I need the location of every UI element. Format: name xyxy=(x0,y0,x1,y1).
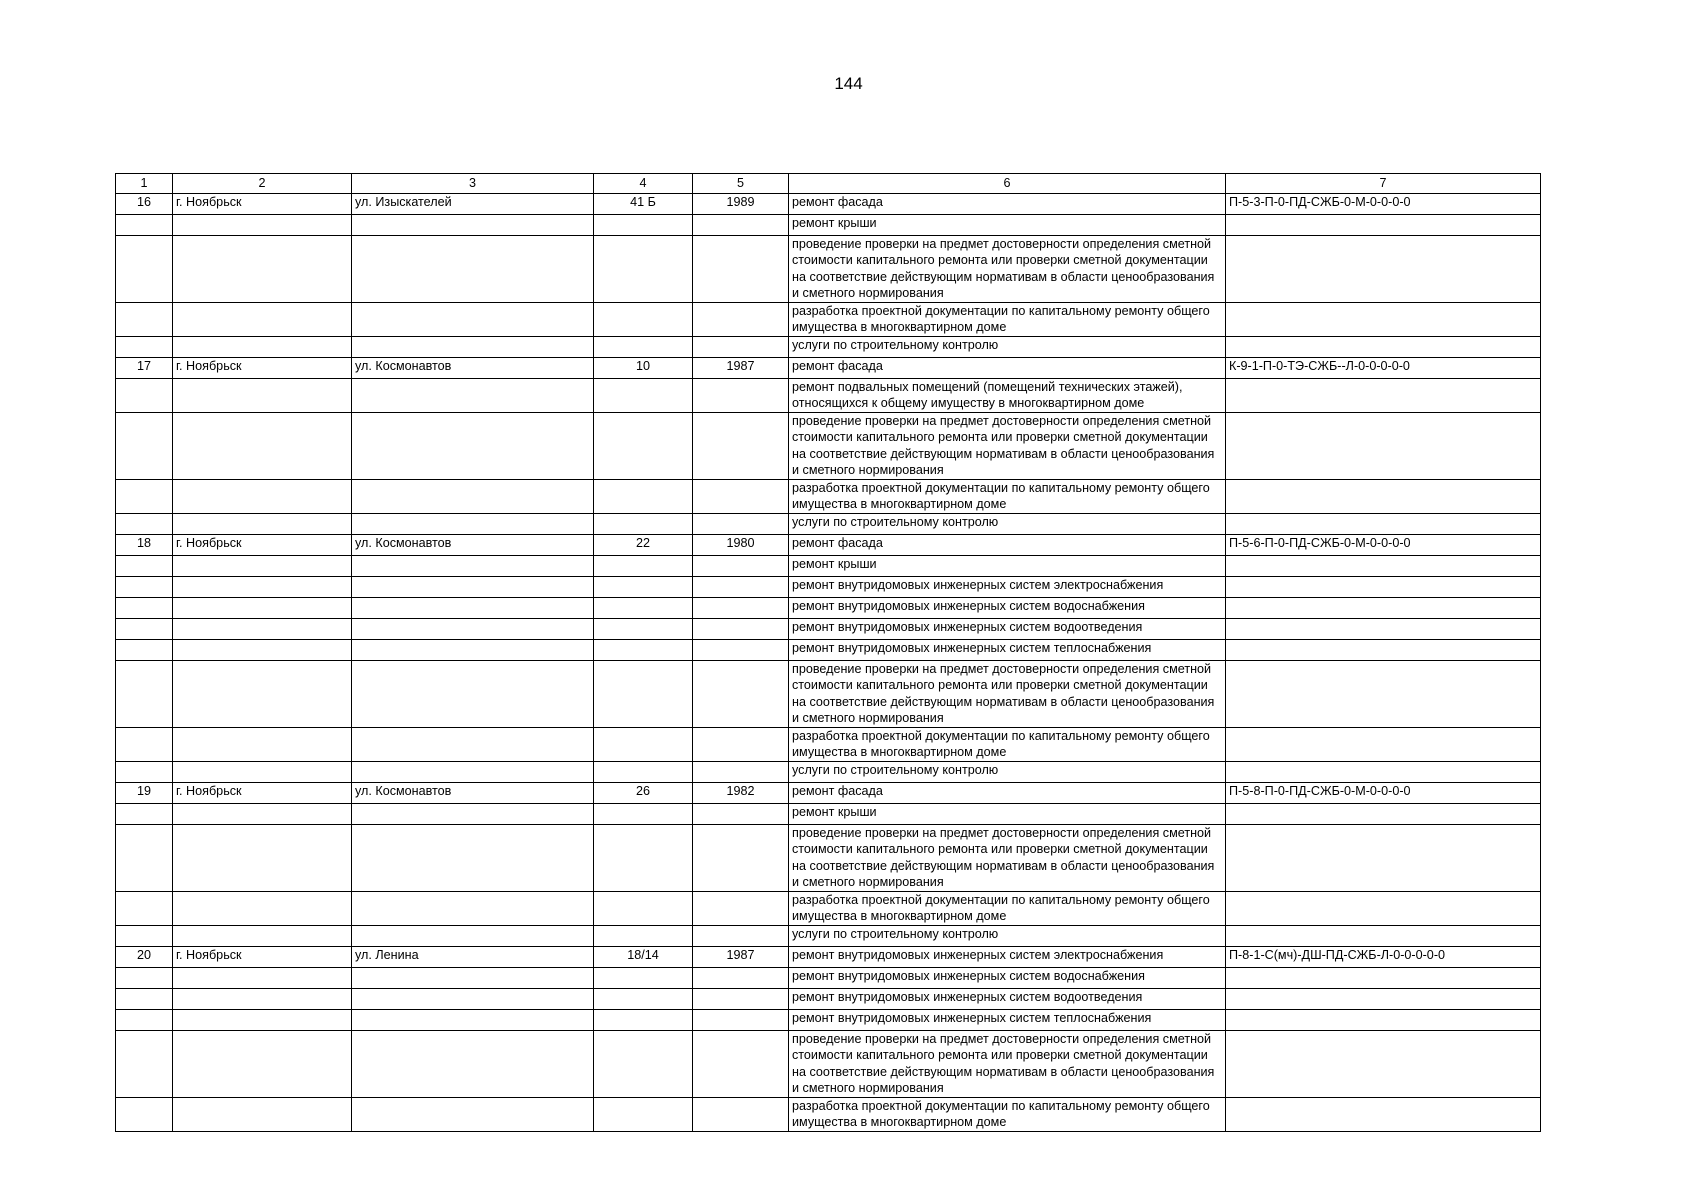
table-row xyxy=(116,728,1541,762)
city-cell xyxy=(173,215,352,236)
street-cell xyxy=(352,303,594,337)
build-year-cell xyxy=(693,598,789,619)
building-code-cell xyxy=(1226,1031,1541,1098)
table-row xyxy=(116,1010,1541,1031)
row-number-cell xyxy=(116,661,173,728)
row-number-cell xyxy=(116,926,173,947)
table-row xyxy=(116,535,1541,556)
row-number-cell: 20 xyxy=(116,947,173,968)
work-type-cell: проведение проверки на предмет достоверности определения сметной стоимости капитального ремонта или проверки сметной документации на соответствие действующим нормативам в области ценообразования и сметного нормирования xyxy=(789,825,1226,892)
row-number-cell xyxy=(116,825,173,892)
table-row xyxy=(116,1031,1541,1098)
building-code-cell xyxy=(1226,337,1541,358)
row-number-cell xyxy=(116,619,173,640)
header-cell: 7 xyxy=(1226,174,1541,194)
row-number-cell xyxy=(116,1031,173,1098)
building-code-cell xyxy=(1226,804,1541,825)
street-cell xyxy=(352,1098,594,1132)
house-number-cell xyxy=(594,379,693,413)
street-cell xyxy=(352,619,594,640)
building-code-cell xyxy=(1226,1098,1541,1132)
table-row xyxy=(116,804,1541,825)
building-code-cell: П-8-1-С(мч)-ДШ-ПД-СЖБ-Л-0-0-0-0-0 xyxy=(1226,947,1541,968)
build-year-cell xyxy=(693,762,789,783)
house-number-cell xyxy=(594,215,693,236)
table-row xyxy=(116,640,1541,661)
building-code-cell xyxy=(1226,728,1541,762)
building-code-cell: К-9-1-П-0-ТЭ-СЖБ--Л-0-0-0-0-0 xyxy=(1226,358,1541,379)
building-code-cell xyxy=(1226,640,1541,661)
street-cell: ул. Космонавтов xyxy=(352,783,594,804)
building-code-cell xyxy=(1226,303,1541,337)
street-cell xyxy=(352,926,594,947)
street-cell xyxy=(352,379,594,413)
building-code-cell xyxy=(1226,577,1541,598)
city-cell xyxy=(173,236,352,303)
city-cell xyxy=(173,968,352,989)
street-cell xyxy=(352,968,594,989)
building-code-cell xyxy=(1226,825,1541,892)
building-code-cell xyxy=(1226,989,1541,1010)
building-code-cell xyxy=(1226,968,1541,989)
street-cell xyxy=(352,514,594,535)
table-row xyxy=(116,619,1541,640)
building-code-cell xyxy=(1226,892,1541,926)
street-cell xyxy=(352,337,594,358)
table-row xyxy=(116,379,1541,413)
table-row xyxy=(116,337,1541,358)
build-year-cell xyxy=(693,480,789,514)
table-header-row xyxy=(116,174,1541,194)
work-type-cell: проведение проверки на предмет достоверности определения сметной стоимости капитального ремонта или проверки сметной документации на соответствие действующим нормативам в области ценообразования и сметного нормирования xyxy=(789,236,1226,303)
city-cell: г. Ноябрьск xyxy=(173,783,352,804)
build-year-cell: 1982 xyxy=(693,783,789,804)
work-type-cell: ремонт фасада xyxy=(789,194,1226,215)
city-cell xyxy=(173,514,352,535)
building-code-cell xyxy=(1226,762,1541,783)
street-cell xyxy=(352,1031,594,1098)
row-number-cell xyxy=(116,640,173,661)
work-type-cell: ремонт внутридомовых инженерных систем теплоснабжения xyxy=(789,640,1226,661)
build-year-cell xyxy=(693,989,789,1010)
build-year-cell xyxy=(693,236,789,303)
building-code-cell xyxy=(1226,619,1541,640)
city-cell xyxy=(173,762,352,783)
work-type-cell: ремонт фасада xyxy=(789,535,1226,556)
build-year-cell xyxy=(693,379,789,413)
house-number-cell xyxy=(594,825,693,892)
city-cell xyxy=(173,989,352,1010)
build-year-cell xyxy=(693,1010,789,1031)
house-number-cell xyxy=(594,619,693,640)
house-number-cell xyxy=(594,926,693,947)
build-year-cell xyxy=(693,577,789,598)
street-cell: ул. Космонавтов xyxy=(352,535,594,556)
header-cell: 6 xyxy=(789,174,1226,194)
table-row xyxy=(116,1098,1541,1132)
street-cell xyxy=(352,661,594,728)
work-type-cell: проведение проверки на предмет достоверности определения сметной стоимости капитального ремонта или проверки сметной документации на соответствие действующим нормативам в области ценообразования и сметного нормирования xyxy=(789,1031,1226,1098)
house-number-cell xyxy=(594,892,693,926)
house-number-cell xyxy=(594,236,693,303)
work-type-cell: ремонт внутридомовых инженерных систем электроснабжения xyxy=(789,947,1226,968)
build-year-cell xyxy=(693,640,789,661)
city-cell xyxy=(173,413,352,480)
city-cell xyxy=(173,1098,352,1132)
build-year-cell xyxy=(693,661,789,728)
build-year-cell xyxy=(693,556,789,577)
city-cell xyxy=(173,303,352,337)
street-cell xyxy=(352,989,594,1010)
build-year-cell xyxy=(693,1098,789,1132)
city-cell xyxy=(173,379,352,413)
house-number-cell xyxy=(594,968,693,989)
capital-repair-table xyxy=(115,173,1541,1132)
row-number-cell xyxy=(116,577,173,598)
house-number-cell: 26 xyxy=(594,783,693,804)
work-type-cell: услуги по строительному контролю xyxy=(789,762,1226,783)
header-cell: 3 xyxy=(352,174,594,194)
street-cell: ул. Изыскателей xyxy=(352,194,594,215)
build-year-cell xyxy=(693,926,789,947)
city-cell xyxy=(173,556,352,577)
table-row xyxy=(116,514,1541,535)
city-cell xyxy=(173,640,352,661)
city-cell: г. Ноябрьск xyxy=(173,358,352,379)
city-cell xyxy=(173,1031,352,1098)
work-type-cell: разработка проектной документации по капитальному ремонту общего имущества в многоквартирном доме xyxy=(789,728,1226,762)
city-cell xyxy=(173,804,352,825)
house-number-cell: 18/14 xyxy=(594,947,693,968)
city-cell: г. Ноябрьск xyxy=(173,194,352,215)
table-row xyxy=(116,215,1541,236)
build-year-cell: 1987 xyxy=(693,358,789,379)
header-cell: 5 xyxy=(693,174,789,194)
work-type-cell: проведение проверки на предмет достоверности определения сметной стоимости капитального ремонта или проверки сметной документации на соответствие действующим нормативам в области ценообразования и сметного нормирования xyxy=(789,661,1226,728)
build-year-cell xyxy=(693,825,789,892)
house-number-cell xyxy=(594,514,693,535)
build-year-cell xyxy=(693,413,789,480)
page-number: 144 xyxy=(834,74,863,93)
work-type-cell: проведение проверки на предмет достоверности определения сметной стоимости капитального ремонта или проверки сметной документации на соответствие действующим нормативам в области ценообразования и сметного нормирования xyxy=(789,413,1226,480)
house-number-cell xyxy=(594,480,693,514)
street-cell xyxy=(352,413,594,480)
table-row xyxy=(116,577,1541,598)
building-code-cell xyxy=(1226,556,1541,577)
house-number-cell: 10 xyxy=(594,358,693,379)
build-year-cell xyxy=(693,514,789,535)
street-cell xyxy=(352,640,594,661)
table-row xyxy=(116,968,1541,989)
build-year-cell: 1989 xyxy=(693,194,789,215)
table-row xyxy=(116,762,1541,783)
work-type-cell: разработка проектной документации по капитальному ремонту общего имущества в многоквартирном доме xyxy=(789,480,1226,514)
table-row xyxy=(116,825,1541,892)
city-cell xyxy=(173,619,352,640)
city-cell xyxy=(173,577,352,598)
street-cell xyxy=(352,804,594,825)
building-code-cell xyxy=(1226,480,1541,514)
row-number-cell xyxy=(116,968,173,989)
work-type-cell: ремонт фасада xyxy=(789,783,1226,804)
work-type-cell: разработка проектной документации по капитальному ремонту общего имущества в многоквартирном доме xyxy=(789,1098,1226,1132)
building-code-cell xyxy=(1226,236,1541,303)
row-number-cell xyxy=(116,598,173,619)
row-number-cell xyxy=(116,379,173,413)
building-code-cell: П-5-8-П-0-ПД-СЖБ-0-М-0-0-0-0 xyxy=(1226,783,1541,804)
row-number-cell xyxy=(116,480,173,514)
city-cell xyxy=(173,892,352,926)
header-cell: 4 xyxy=(594,174,693,194)
house-number-cell xyxy=(594,661,693,728)
house-number-cell xyxy=(594,303,693,337)
table-row xyxy=(116,947,1541,968)
work-type-cell: разработка проектной документации по капитальному ремонту общего имущества в многоквартирном доме xyxy=(789,303,1226,337)
house-number-cell xyxy=(594,413,693,480)
street-cell xyxy=(352,598,594,619)
house-number-cell xyxy=(594,762,693,783)
building-code-cell xyxy=(1226,215,1541,236)
city-cell: г. Ноябрьск xyxy=(173,535,352,556)
header-cell: 2 xyxy=(173,174,352,194)
row-number-cell xyxy=(116,337,173,358)
building-code-cell: П-5-6-П-0-ПД-СЖБ-0-М-0-0-0-0 xyxy=(1226,535,1541,556)
building-code-cell xyxy=(1226,661,1541,728)
house-number-cell xyxy=(594,337,693,358)
table-row xyxy=(116,236,1541,303)
table-row xyxy=(116,661,1541,728)
build-year-cell: 1980 xyxy=(693,535,789,556)
building-code-cell xyxy=(1226,379,1541,413)
table-row xyxy=(116,194,1541,215)
table-row xyxy=(116,598,1541,619)
row-number-cell xyxy=(116,804,173,825)
work-type-cell: ремонт подвальных помещений (помещений технических этажей), относящихся к общему имуществу в многоквартирном доме xyxy=(789,379,1226,413)
work-type-cell: ремонт внутридомовых инженерных систем водоснабжения xyxy=(789,968,1226,989)
work-type-cell: ремонт внутридомовых инженерных систем электроснабжения xyxy=(789,577,1226,598)
street-cell xyxy=(352,556,594,577)
city-cell xyxy=(173,926,352,947)
work-type-cell: ремонт крыши xyxy=(789,804,1226,825)
city-cell xyxy=(173,480,352,514)
row-number-cell: 16 xyxy=(116,194,173,215)
table-row xyxy=(116,303,1541,337)
row-number-cell xyxy=(116,236,173,303)
building-code-cell xyxy=(1226,1010,1541,1031)
table-row xyxy=(116,892,1541,926)
work-type-cell: разработка проектной документации по капитальному ремонту общего имущества в многоквартирном доме xyxy=(789,892,1226,926)
build-year-cell xyxy=(693,804,789,825)
street-cell xyxy=(352,215,594,236)
city-cell: г. Ноябрьск xyxy=(173,947,352,968)
street-cell: ул. Ленина xyxy=(352,947,594,968)
table-row xyxy=(116,926,1541,947)
row-number-cell xyxy=(116,728,173,762)
work-type-cell: ремонт внутридомовых инженерных систем водоотведения xyxy=(789,619,1226,640)
house-number-cell: 22 xyxy=(594,535,693,556)
street-cell xyxy=(352,1010,594,1031)
house-number-cell: 41 Б xyxy=(594,194,693,215)
build-year-cell xyxy=(693,215,789,236)
street-cell: ул. Космонавтов xyxy=(352,358,594,379)
row-number-cell: 19 xyxy=(116,783,173,804)
city-cell xyxy=(173,1010,352,1031)
house-number-cell xyxy=(594,577,693,598)
table-row xyxy=(116,358,1541,379)
house-number-cell xyxy=(594,1010,693,1031)
building-code-cell xyxy=(1226,514,1541,535)
table-row xyxy=(116,556,1541,577)
row-number-cell xyxy=(116,989,173,1010)
row-number-cell xyxy=(116,1010,173,1031)
row-number-cell xyxy=(116,892,173,926)
building-code-cell xyxy=(1226,598,1541,619)
street-cell xyxy=(352,728,594,762)
table-body xyxy=(116,174,1541,1132)
city-cell xyxy=(173,598,352,619)
work-type-cell: ремонт внутридомовых инженерных систем теплоснабжения xyxy=(789,1010,1226,1031)
street-cell xyxy=(352,892,594,926)
house-number-cell xyxy=(594,556,693,577)
house-number-cell xyxy=(594,640,693,661)
row-number-cell: 17 xyxy=(116,358,173,379)
row-number-cell xyxy=(116,762,173,783)
street-cell xyxy=(352,236,594,303)
work-type-cell: ремонт фасада xyxy=(789,358,1226,379)
city-cell xyxy=(173,661,352,728)
house-number-cell xyxy=(594,728,693,762)
row-number-cell xyxy=(116,1098,173,1132)
build-year-cell: 1987 xyxy=(693,947,789,968)
build-year-cell xyxy=(693,1031,789,1098)
house-number-cell xyxy=(594,1098,693,1132)
work-type-cell: услуги по строительному контролю xyxy=(789,926,1226,947)
build-year-cell xyxy=(693,892,789,926)
build-year-cell xyxy=(693,619,789,640)
table-row xyxy=(116,989,1541,1010)
house-number-cell xyxy=(594,1031,693,1098)
street-cell xyxy=(352,825,594,892)
row-number-cell xyxy=(116,514,173,535)
row-number-cell xyxy=(116,215,173,236)
table-row xyxy=(116,413,1541,480)
row-number-cell: 18 xyxy=(116,535,173,556)
build-year-cell xyxy=(693,337,789,358)
work-type-cell: услуги по строительному контролю xyxy=(789,337,1226,358)
work-type-cell: ремонт крыши xyxy=(789,556,1226,577)
header-cell: 1 xyxy=(116,174,173,194)
work-type-cell: ремонт внутридомовых инженерных систем водоснабжения xyxy=(789,598,1226,619)
street-cell xyxy=(352,480,594,514)
build-year-cell xyxy=(693,968,789,989)
table-row xyxy=(116,783,1541,804)
work-type-cell: услуги по строительному контролю xyxy=(789,514,1226,535)
house-number-cell xyxy=(594,804,693,825)
build-year-cell xyxy=(693,728,789,762)
building-code-cell xyxy=(1226,413,1541,480)
build-year-cell xyxy=(693,303,789,337)
city-cell xyxy=(173,337,352,358)
city-cell xyxy=(173,825,352,892)
row-number-cell xyxy=(116,556,173,577)
house-number-cell xyxy=(594,989,693,1010)
building-code-cell xyxy=(1226,926,1541,947)
row-number-cell xyxy=(116,303,173,337)
row-number-cell xyxy=(116,413,173,480)
city-cell xyxy=(173,728,352,762)
work-type-cell: ремонт внутридомовых инженерных систем водоотведения xyxy=(789,989,1226,1010)
table-row xyxy=(116,480,1541,514)
work-type-cell: ремонт крыши xyxy=(789,215,1226,236)
street-cell xyxy=(352,577,594,598)
street-cell xyxy=(352,762,594,783)
house-number-cell xyxy=(594,598,693,619)
building-code-cell: П-5-3-П-0-ПД-СЖБ-0-М-0-0-0-0 xyxy=(1226,194,1541,215)
